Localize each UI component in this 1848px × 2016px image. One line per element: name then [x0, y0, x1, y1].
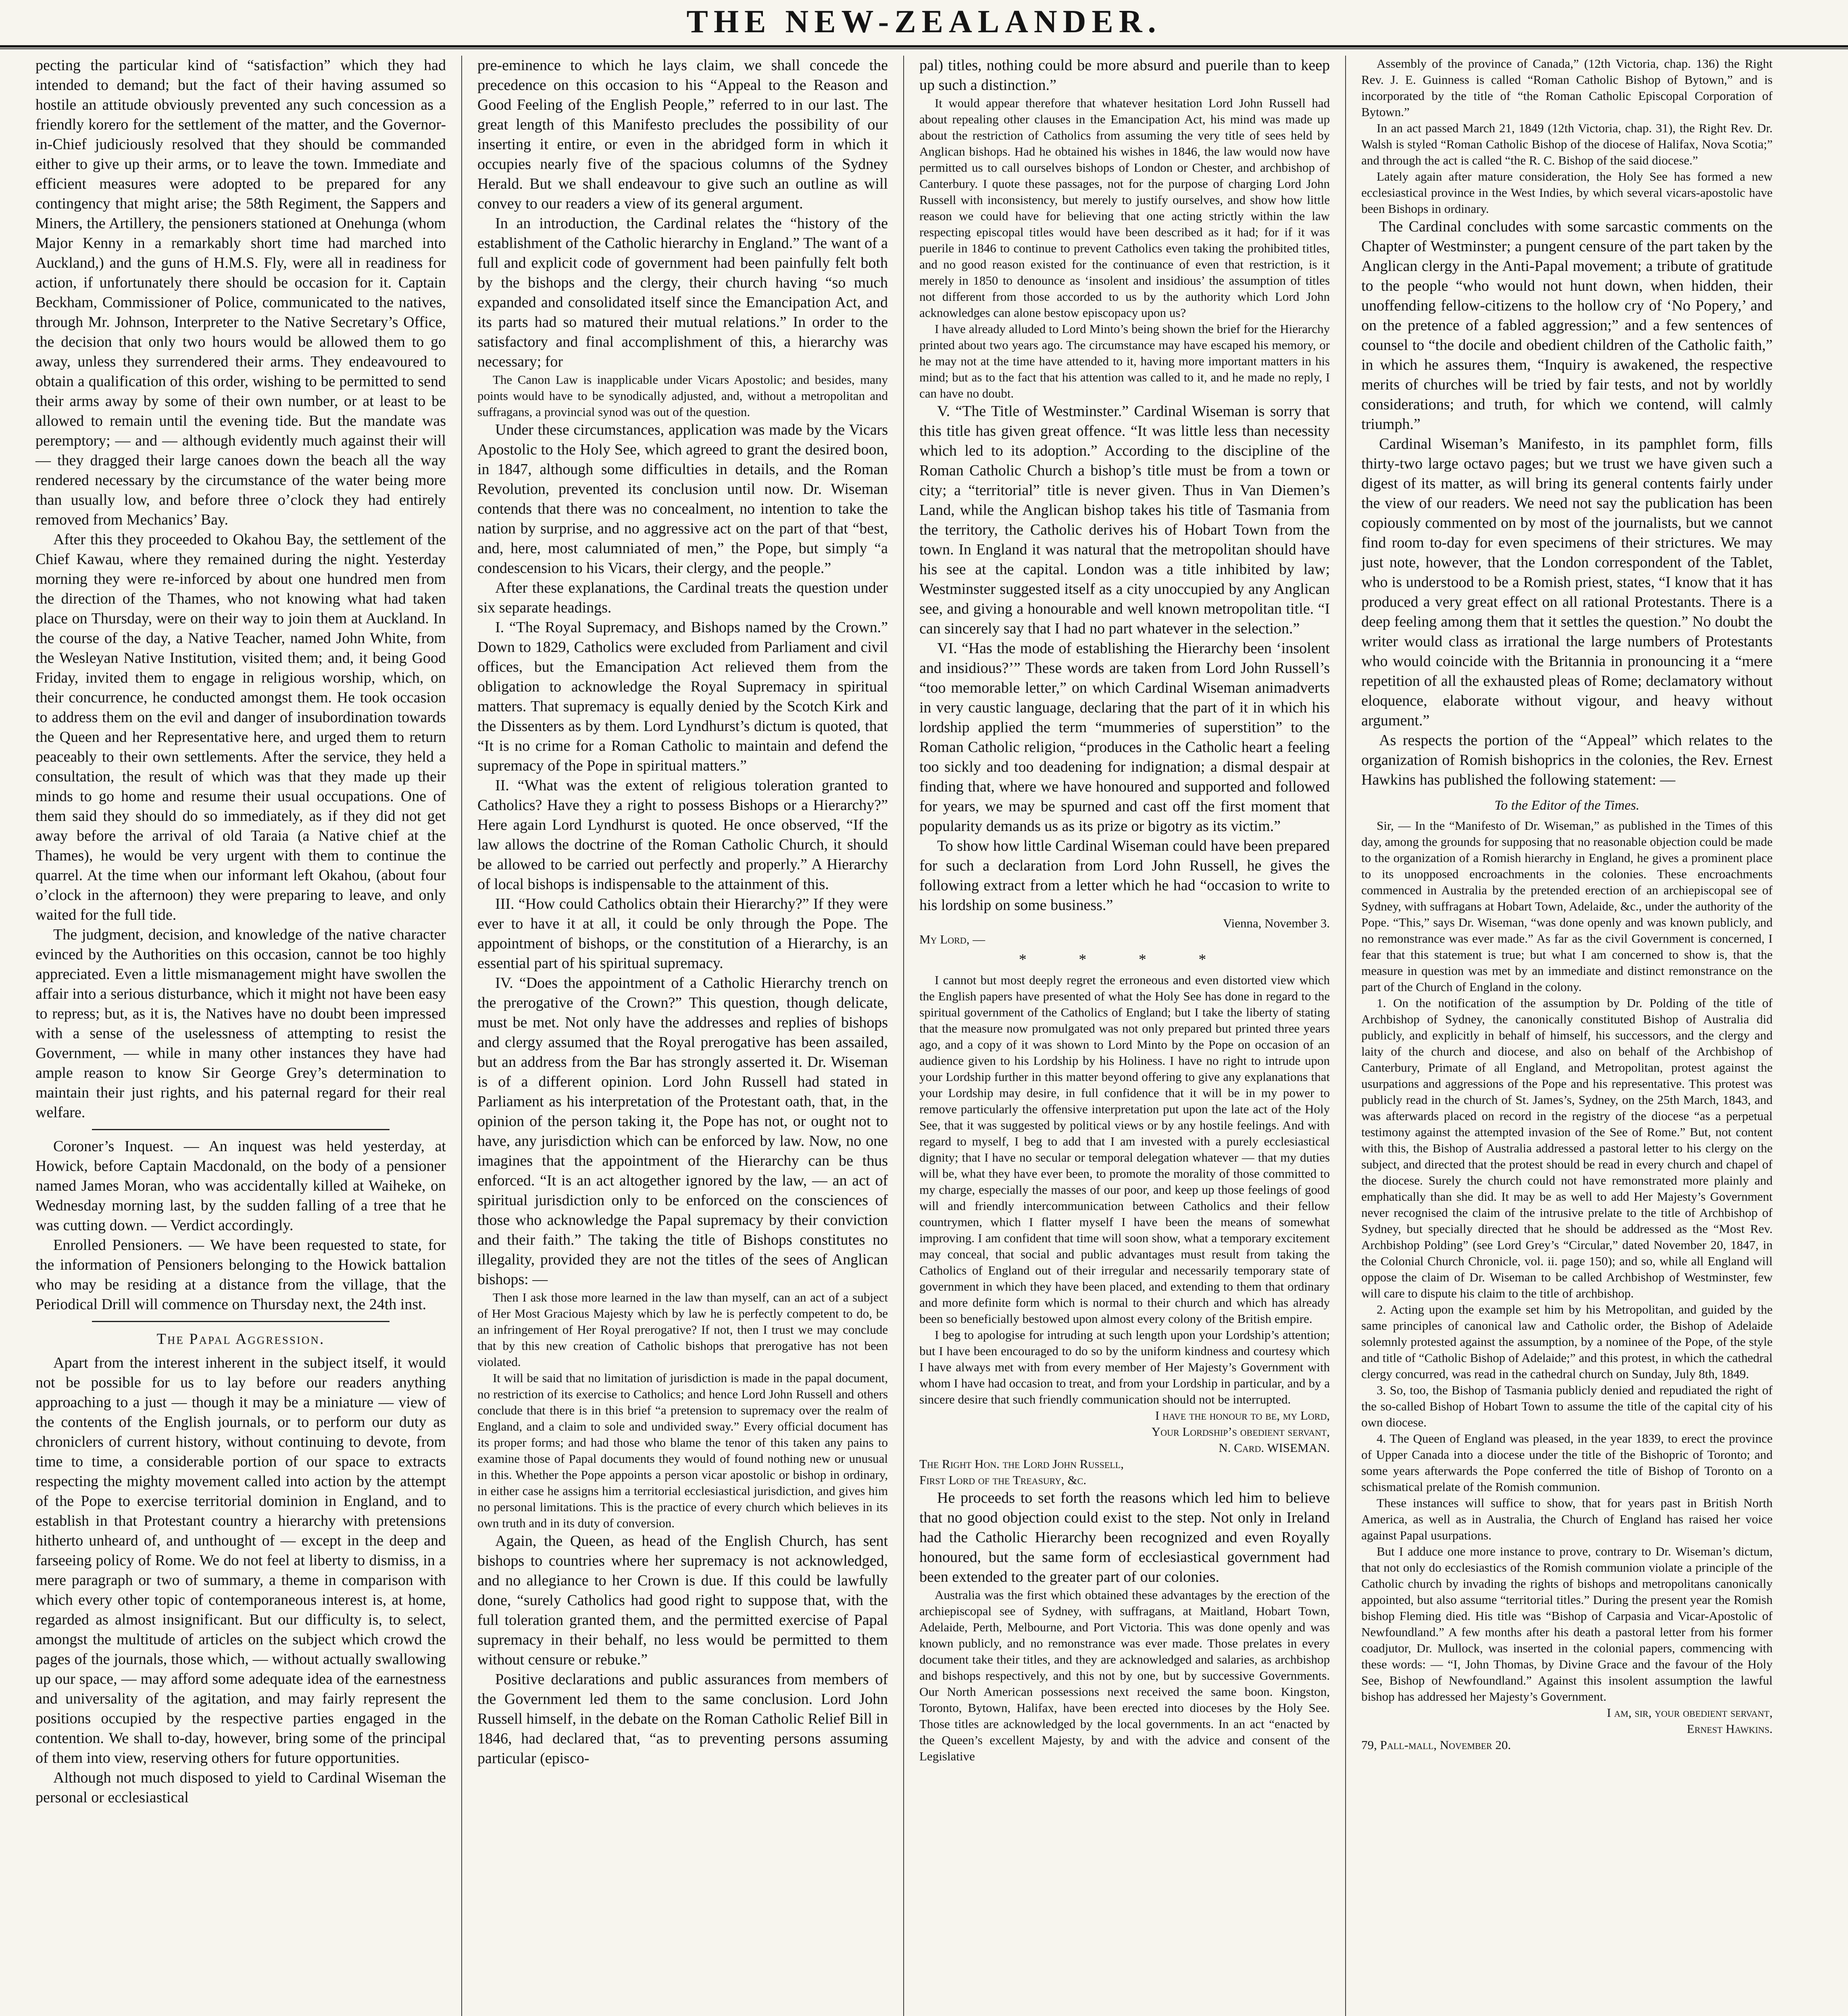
- article-paragraph: Although not much disposed to yield to Cardinal Wiseman the personal or ecclesiastical: [35, 1769, 446, 1806]
- ellipsis-stars: * * * *: [1019, 951, 1231, 968]
- column-2: [462, 56, 904, 2016]
- article-paragraph: II. “What was the extent of religious toleration granted to Catholics? Have they a right to possess Bishops or a Hierarchy?” Here again Lord Lyndhurst is quoted. He once observed, “If the law allows the doctrine of the Roman Catholic Church, it should be allowed to be carried out perfectly and properly.” A Hierarchy of local bishops is indispensable to the attainment of this.: [477, 777, 888, 893]
- article-paragraph: pre-eminence to which he lays claim, we shall concede the precedence on this occasion to his “Appeal to the Reason and Good Feeling of the English People,” referred to in our last. The great length of this Manifesto precludes the possibility of our inserting it entire, or even in the abridged form in which it occupies nearly five of the spacious columns of the Sydney Herald. But we shall endeavour to give such an outline as will convey to our readers a view of its general argument.: [477, 57, 888, 212]
- quoted-block: [1361, 818, 1773, 995]
- article-paragraph: III. “How could Catholics obtain their Hierarchy?” If they were ever to have it at all, it could be only through the Pope. The appointment of bishops, or the constitution of a Hierarchy, is an essential part of his spiritual supremacy.: [477, 896, 888, 972]
- quoted-paragraph: It would appear therefore that whatever hesitation Lord John Russell had about repealing other clauses in the Emancipation Act, his mind was made up about the restriction of Catholics from assuming the very title of sees held by Anglican bishops. Had he obtained his wishes in 1846, the law would now have permitted us to call ourselves bishops of London or Chester, and archbishop of Canterbury. I quote these passages, not for the purpose of charging Lord John Russell with inconsistency, but merely to justify ourselves, and show how little reason we could have for believing that one acting strictly within the law respecting episcopal titles would have been described as it had; for if it was puerile in 1846 to continue to prevent Catholics even taking the prohibited titles, and no good reason existed for the continuance of even that restriction, is it merely in 1850 to denounce as ‘insolent and insidious’ the assumption of titles not different from those accorded to us by the authority which Lord John acknowledges can alone bestow episcopacy upon us?: [919, 96, 1330, 320]
- signature-line: My Lord, —: [919, 932, 985, 946]
- article-paragraph: Again, the Queen, as head of the English Church, has sent bishops to countries where her supremacy is not acknowledged, and no allegiance to her Crown is due. If this could be lawfully done, “surely Catholics had good right to suppose that, with the full toleration granted them, and the permitted exercise of Papal supremacy in their behalf, no less would be permitted to them without censure or rebuke.”: [477, 1533, 888, 1668]
- signature-line: Ernest Hawkins.: [1687, 1722, 1773, 1736]
- signature-line: 79, Pall-mall, November 20.: [1361, 1738, 1511, 1752]
- signature-line: First Lord of the Treasury, &c.: [919, 1473, 1087, 1487]
- article-paragraph: pal) titles, nothing could be more absurd and puerile than to keep up such a distinction.”: [919, 57, 1330, 94]
- quoted-block: [477, 1370, 888, 1531]
- quoted-paragraph: The Canon Law is inapplicable under Vicars Apostolic; and besides, many points would have to be synodically adjusted, and, without a metropolitan and suffragans, a provincial synod was out of the question.: [477, 373, 888, 419]
- quoted-paragraph: 3. So, too, the Bishop of Tasmania publicly denied and repudiated the right of the so-called Bishop of Hobart Town to assume the title of the capital city of his own diocese.: [1361, 1383, 1773, 1429]
- quoted-block: [477, 1289, 888, 1370]
- article-paragraph: Under these circumstances, application was made by the Vicars Apostolic to the Holy See, which agreed to grant the desired boon, in 1847, although some difficulties in details, and the Roman Revolution, prevented its conclusion until now. Dr. Wiseman contends that there was no concealment, no intention to take the nation by surprise, and no aggressive act on the part of that “best, and, here, most calumniated of men,” the Pope, but simply “a condescension to his Vicars, their clergy, and the people.”: [477, 421, 888, 577]
- quoted-paragraph: I beg to apologise for intruding at such length upon your Lordship’s attention; but I have been encouraged to do so by the uniform kindness and courtesy which I have always met with from every member of Her Majesty’s Government with whom I have had occasion to treat, and from your Lordship in particular, and by a sincere desire that such friendly communication should not be interrupted.: [919, 1328, 1330, 1406]
- section-divider: [92, 1321, 390, 1322]
- quoted-block: [1361, 1302, 1773, 1382]
- signature-line: I am, sir, your obedient servant,: [1606, 1706, 1773, 1720]
- quoted-block: [919, 1587, 1330, 1764]
- section-divider: [92, 1129, 390, 1130]
- article-paragraph: IV. “Does the appointment of a Catholic Hierarchy trench on the prerogative of the Crown?” This question, though delicate, must be met. Not only have the addresses and replies of bishops and clergy assumed that the Royal prerogative has been assailed, but an address from the Bar has strongly asserted it. Dr. Wiseman is of a different opinion. Lord John Russell had stated in Parliament as his interpretation of the Protestant oath, that, in the opinion of the person taking it, the Pope has not, or ought not to have, any jurisdiction which can be enforced by law. Now, no one imagines that the appointment of the Hierarchy can be thus enforced. “It is an act altogether ignored by the law, — an act of spiritual jurisdiction only to be enforced on the consciences of those who acknowledge the Papal supremacy by their conviction and their faith.” The taking the title of Bishops constitutes no illegality, provided they are not the titles of the sees of Anglican bishops: —: [477, 975, 888, 1288]
- quoted-paragraph: Australia was the first which obtained these advantages by the erection of the archiepiscopal see of Sydney, with suffragans, at Maitland, Hobart Town, Adelaide, Perth, Melbourne, and Port Victoria. This was done openly and was known publicly, and no remonstrance was ever made. Those prelates in every document take their titles, and they are acknowledged and salaries, as archbishop and bishops respectively, and this not by one, but by successive Governments. Our North American possessions next received the same boon. Kingston, Toronto, Bytown, Halifax, have been erected into dioceses by the Holy See. Those titles are acknowledged by the local governments. In an act “enacted by the Queen’s excellent Majesty, by and with the advice and consent of the Legislative: [919, 1588, 1330, 1763]
- quoted-paragraph: Sir, — In the “Manifesto of Dr. Wiseman,” as published in the Times of this day, among the grounds for supposing that no reasonable objection could be made to the organization of a Romish hierarchy in England, he gives a prominent place to its unopposed encroachments in the colonies. These encroachments commenced in Australia by the pretended erection of an archiepiscopal see of Sydney, with suffragans at Hobart Town, Adelaide, &c., under the authority of the Pope. “This,” says Dr. Wiseman, “was done openly and was known publicly, and no remonstrance was ever made.” As far as the civil Government is concerned, I fear that this statement is true; but what I am concerned to show is, that the measure in question was met by an immediate and distinct remonstrance on the part of the Church of England in the colony.: [1361, 818, 1773, 994]
- quoted-paragraph: In an act passed March 21, 1849 (12th Victoria, chap. 31), the Right Rev. Dr. Walsh is styled “Roman Catholic Bishop of the diocese of Halifax, Nova Scotia;” and through the act is called “the R. C. Bishop of the said diocese.”: [1361, 121, 1773, 167]
- article-paragraph: pecting the particular kind of “satisfaction” which they had intended to demand; but the fact of their having assumed so hostile an attitude obviously prevented any such concession as a friendly korero for the settlement of the matter, and the Governor-in-Chief judiciously resolved that they should be commanded either to give up their arms, or to leave the town. Immediate and efficient measures were adopted to be prepared for any contingency that might arise; the 58th Regiment, the Sappers and Miners, the Artillery, the pensioners stationed at Onehunga (whom Major Kenny in a remarkably short time had marched into Auckland,) and the guns of H.M.S. Fly, were all in readiness for action, if unfortunately there should be occasion for it. Captain Beckham, Commissioner of Police, communicated to the natives, through Mr. Johnson, Interpreter to the Native Secretary’s Office, the decision that only two hours would be allowed them to go away, unless they surrendered their arms. They endeavoured to obtain a qualification of this order, wishing to be permitted to send their arms away by some of their own number, or at least to be allowed to remain until the evening tide. But the mandate was peremptory; — and — although evidently much against their will — they dragged their large canoes down the beach all the way rendered necessary by the circumstance of the water being more than usually low, and before three o’clock they had entirely removed from Mechanics’ Bay.: [35, 57, 446, 528]
- article-paragraph: Cardinal Wiseman’s Manifesto, in its pamphlet form, fills thirty-two large octavo pages; but we trust we have given such a digest of its matter, as will bring its general contents fairly under the view of our readers. We need not say the publication has been copiously commented on by most of the journalists, but we cannot find room to-day for even specimens of their strictures. We may just note, however, that the London correspondent of the Tablet, who is understood to be a Romish priest, states, “I know that it has produced a very great effect on all rational Protestants. There is a deep feeling among them that it settles the question.” No doubt the writer would class as irrational the large numbers of Protestants who would coincide with the Britannia in pronouncing it a “mere repetition of all the exhausted pleas of Rome; declamatory without eloquence, elaborate without vigour, and heavy without argument.”: [1361, 435, 1773, 729]
- quoted-block: [1361, 995, 1773, 1302]
- article-paragraph: To show how little Cardinal Wiseman could have been prepared for such a declaration from Lord John Russell, he gives the following extract from a letter which he had “occasion to write to his lordship on some business.”: [919, 837, 1330, 914]
- article-paragraph: The Cardinal concludes with some sarcastic comments on the Chapter of Westminster; a pungent censure of the part taken by the Anglican clergy in the Anti-Papal movement; a tribute of gratitude to the people “who would not hunt down, when hidden, their unoffending fellow-citizens to the hollow cry of ‘No Popery,’ and on the pretence of a fabled aggression;” and a few sentences of counsel to “the docile and obedient children of the Catholic faith,” in which he assures them, “Inquiry is awakened, the respective merits of churches will be tried by fair tests, and not by worldly considerations; and truth, for which we contend, will calmly triumph.”: [1361, 218, 1773, 433]
- quoted-block: [1361, 1543, 1773, 1705]
- quoted-paragraph: But I adduce one more instance to prove, contrary to Dr. Wiseman’s dictum, that not only do ecclesiastics of the Romish communion violate a principle of the Catholic church by invading the rights of bishops and metropolitans canonically appointed, but also assume “territorial titles.” During the present year the Romish bishop Fleming died. His title was “Bishop of Carpasia and Vicar-Apostolic of Newfoundland.” A few months after his death a pastoral letter from his former coadjutor, Dr. Mullock, was inserted in the colonial papers, commencing with these words: — “I, John Thomas, by Divine Grace and the favour of the Holy See, Bishop of Newfoundland.” Against this insolent assumption the lawful bishop has addressed her Majesty’s Government.: [1361, 1544, 1773, 1704]
- signature-line: Your Lordship’s obedient servant,: [1151, 1425, 1330, 1439]
- article-paragraph: As respects the portion of the “Appeal” which relates to the organization of Romish bishoprics in the colonies, the Rev. Ernest Hawkins has published the following statement: —: [1361, 732, 1773, 788]
- quoted-paragraph: I have already alluded to Lord Minto’s being shown the brief for the Hierarchy printed about two years ago. The circumstance may have escaped his memory, or he may not at the time have attended to it, having more important matters in his mind; but as to the fact that his attention was called to it, and he made no reply, I can have no doubt.: [919, 322, 1330, 400]
- article-paragraph: Enrolled Pensioners. — We have been requested to state, for the information of Pensioners belonging to the Howick battalion who may be residing at a distance from the village, that the Periodical Drill will commence on Thursday next, the 24th inst.: [35, 1237, 446, 1313]
- dateline: Vienna, November 3.: [1223, 916, 1330, 930]
- quoted-block: [919, 972, 1330, 1327]
- quoted-block: [477, 372, 888, 420]
- quoted-block: [919, 1327, 1330, 1408]
- masthead: [0, 0, 1848, 48]
- quoted-paragraph: 1. On the notification of the assumption by Dr. Polding of the title of Archbishop of Sydney, the canonically constituted Bishop of Australia did publicly, and explicitly in behalf of himself, his successors, and the clergy and laity of the church and diocese, and also on behalf of the Archbishop of Canterbury, Primate of all England, and Metropolitan, protest against the usurpations and aggressions of the Pope and his representative. This protest was publicly read in the church of St. James’s, Sydney, on the 25th March, 1843, and was afterwards placed on record in the registry of the diocese “as a perpetual testimony against the attempted invasion of the See of Rome.” But, not content with this, the Bishop of Australia addressed a pastoral letter to his clergy on the subject, and directed that the protest should be read in every church and chapel of the diocese. Surely the church could not have remonstrated more plainly and emphatically than she did. It may be as well to add Her Majesty’s Government never recognised the claim of the intrusive prelate to the title of Archbishop of Sydney, but specially directed that he should be addressed as the “Most Rev. Archbishop Polding” (see Lord Grey’s “Circular,” dated November 20, 1847, in the Colonial Church Chronicle, vol. ii. page 150); and so, while all England will oppose the claim of Dr. Wiseman to be called Archbishop of Westminster, few will care to dispute his claim to the title of archbishop.: [1361, 996, 1773, 1300]
- section-heading: The Papal Aggression.: [156, 1331, 325, 1347]
- article-paragraph: Coroner’s Inquest. — An inquest was held yesterday, at Howick, before Captain Macdonald, on the body of a pensioner named James Moran, who was accidentally killed at Waiheke, on Wednesday morning last, by the sudden falling of a tree that he was cutting down. — Verdict accordingly.: [35, 1138, 446, 1234]
- quoted-block: [1361, 169, 1773, 217]
- article-paragraph: In an introduction, the Cardinal relates the “history of the establishment of the Catholic hierarchy in England.” The want of a full and explicit code of government had been painfully felt both by the bishops and the clergy, their church having “so much expanded and consolidated itself since the Emancipation Act, and its parts had so matured their mutual relations.” In order to the satisfactory and final accomplishment of this, a hierarchy was necessary; for: [477, 215, 888, 370]
- masthead-rule: [0, 48, 1848, 49]
- quoted-block: [1361, 56, 1773, 120]
- quoted-paragraph: Assembly of the province of Canada,” (12th Victoria, chap. 136) the Right Rev. J. E. Guinness is called “Roman Catholic Bishop of Bytown,” and is incorporated by the title of “the Roman Catholic Episcopal Corporation of Bytown.”: [1361, 56, 1773, 119]
- column-4: [1346, 56, 1788, 2016]
- quoted-block: [1361, 1495, 1773, 1543]
- quoted-paragraph: Then I ask those more learned in the law than myself, can an act of a subject of Her Most Gracious Majesty which by law he is perfectly competent to do, be an infringement of Her Royal prerogative? If not, then I trust we may conclude that by this new creation of Catholic bishops that prerogative has not been violated.: [477, 1290, 888, 1369]
- quoted-block: [1361, 1431, 1773, 1495]
- newspaper-title: THE NEW-ZEALANDER.: [686, 4, 1162, 40]
- quoted-block: [1361, 120, 1773, 169]
- article-paragraph: V. “The Title of Westminster.” Cardinal Wiseman is sorry that this title has given great offence. “It was little less than necessity which led to its adoption.” According to the discipline of the Roman Catholic Church a bishop’s title must be from a town or city; a “territorial” title is never given. Thus in Van Diemen’s Land, while the Anglican bishop takes his title of Tasmania from the territory, the Catholic derives his of Hobart Town from the town. In England it was natural that the metropolitan should have his see at the capital. London was a title inhibited by law; Westminster suggested itself as a city unoccupied by any Anglican see, and giving a honourable and well known metropolitan title. “I can sincerely say that I had no part whatever in the selection.”: [919, 403, 1330, 637]
- article-paragraph: Positive declarations and public assurances from members of the Government led them to the same conclusion. Lord John Russell himself, in the debate on the Roman Catholic Relief Bill in 1846, had declared that, “as to preventing persons assuming particular (episco-: [477, 1671, 888, 1767]
- article-paragraph: After these explanations, the Cardinal treats the question under six separate headings.: [477, 579, 888, 616]
- quoted-block: [919, 95, 1330, 321]
- signature-line: The Right Hon. the Lord John Russell,: [919, 1457, 1124, 1471]
- article-paragraph: VI. “Has the mode of establishing the Hierarchy been ‘insolent and insidious?’” These words are taken from Lord John Russell’s “too memorable letter,” on which Cardinal Wiseman animadverts in very caustic language, declaring that the part of it in which his lordship applied the term “mummeries of superstition” to the Roman Catholic religion, “produces in the Catholic heart a feeling too sickly and too deadening for indignation; a dismal despair at finding that, where we have honoured and supported and followed for years, we may be spurned and cast off the first moment that popularity demands us as its prize or bigotry as its victim.”: [919, 640, 1330, 835]
- article-paragraph: Apart from the interest inherent in the subject itself, it would not be possible for us to lay before our readers anything approaching to a just — though it may be a miniature — view of the contents of the English journals, or to perform our duty as chroniclers of current history, without continuing to devote, from time to time, a considerable portion of our space to extracts respecting the mighty movement called into action by the attempt of the Pope to exercise territorial dominion in England, and to establish in that Protestant country a hierarchy with pretensions hitherto unheard of, and unthought of — except in the deep and farseeing policy of Rome. We do not feel at liberty to dismiss, in a mere paragraph or two of summary, a theme in comparison with which every other topic of contemporaneous interest is, at home, regarded as almost insignificant. But our difficulty is, to select, amongst the multitude of articles on the subject which crowd the pages of the journals, those which, — without actually swallowing up our space, — may afford some adequate idea of the earnestness and universality of the agitation, and may fairly represent the positions occupied by the respective parties engaged in the contention. We shall to-day, however, bring some of the principal of them into view, reserving others for future opportunities.: [35, 1354, 446, 1766]
- signature-line: I have the honour to be, my Lord,: [1155, 1408, 1330, 1422]
- quoted-paragraph: These instances will suffice to show, that for years past in British North America, as well as in Australia, the Church of England has raised her voice against Papal usurpations.: [1361, 1496, 1773, 1542]
- article-paragraph: I. “The Royal Supremacy, and Bishops named by the Crown.” Down to 1829, Catholics were excluded from Parliament and civil offices, but the Emancipation Act relieved them from the obligation to acknowledge the Royal Supremacy in spiritual matters. That supremacy is equally denied by the Scotch Kirk and the Dissenters as by them. Lord Lyndhurst’s dictum is quoted, that “It is no crime for a Roman Catholic to maintain and defend the supremacy of the Pope in spiritual matters.”: [477, 619, 888, 774]
- letter-heading: To the Editor of the Times.: [1494, 798, 1640, 813]
- signature-line: N. Card. WISEMAN.: [1219, 1441, 1330, 1455]
- article-columns: [20, 56, 1828, 2016]
- column-1: [20, 56, 462, 2016]
- column-3: [904, 56, 1346, 2016]
- quoted-paragraph: 2. Acting upon the example set him by his Metropolitan, and guided by the same principles of canonical law and Catholic order, the Bishop of Adelaide solemnly protested against the assumption, by a nominee of the Pope, of the style and title of “Catholic Bishop of Adelaide;” and this protest, in which the cathedral clergy concurred, was read in the cathedral church on Sunday, July 8th, 1849.: [1361, 1302, 1773, 1381]
- quoted-paragraph: Lately again after mature consideration, the Holy See has formed a new ecclesiastical province in the West Indies, by which several vicars-apostolic have been Bishops in ordinary.: [1361, 169, 1773, 216]
- quoted-block: [1361, 1382, 1773, 1431]
- quoted-paragraph: 4. The Queen of England was pleased, in the year 1839, to erect the province of Upper Canada into a diocese under the title of the Bishopric of Toronto; and some years afterwards the Pope conferred the title of Bishop of Toronto on a schismatical prelate of the Romish communion.: [1361, 1431, 1773, 1494]
- quoted-block: [919, 321, 1330, 402]
- article-paragraph: The judgment, decision, and knowledge of the native character evinced by the Authorities on this occasion, cannot be too highly appreciated. Even a little mismanagement might have swollen the affair into a serious disturbance, which it might not have been easy to repress; but, as it is, the Natives have no doubt been impressed with a sense of the uselessness of attempting to resist the Government, — while in many other instances they have had ample reason to know Sir George Grey’s determination to maintain their just rights, and his paternal regard for their real welfare.: [35, 926, 446, 1121]
- quoted-paragraph: I cannot but most deeply regret the erroneous and even distorted view which the English papers have presented of what the Holy See has done in regard to the spiritual government of the Catholics of England; but I take the liberty of stating that the measure now promulgated was not only prepared but printed three years ago, and a copy of it was shown to Lord Minto by the Pope on occasion of an audience given to his Lordship by his Holiness. I have no right to intrude upon your Lordship further in this matter beyond offering to give any explanations that your Lordship may desire, in full confidence that it will be in my power to remove particularly the offensive interpretation put upon the late act of the Holy See, that it was suggested by political views or by any hostile feelings. And with regard to myself, I beg to add that I am invested with a purely ecclesiastical dignity; that I have no secular or temporal delegation whatever — that my duties will be, what they have ever been, to promote the morality of those committed to my charge, especially the masses of our poor, and keep up those feelings of good will and friendly intercommunication between Catholics and their fellow countrymen, which I flatter myself I have been the means of somewhat improving. I am confident that time will soon show, what a temporary excitement may conceal, that social and public advantages must result from taking the Catholics of England out of their irregular and necessarily temporary state of government in which they have been placed, and extending to them that ordinary and more definite form which is normal to their church and which has already been so beneficially bestowed upon almost every colony of the British empire.: [919, 973, 1330, 1326]
- quoted-paragraph: It will be said that no limitation of jurisdiction is made in the papal document, no restriction of its exercise to Catholics; and hence Lord John Russell and others conclude that there is in this brief “a pretension to supremacy over the realm of England, and a claim to sole and undivided sway.” Every official document has its proper forms; and had those who blame the tenor of this taken any pains to examine those of Papal documents they would of found nothing new or unusual in this. Whether the Pope appoints a person vicar apostolic or bishop in ordinary, in either case he assigns him a territorial ecclesiastical jurisdiction, and gives him no personal limitations. This is the practice of every church which believes in its own truth and in its duty of conversion.: [477, 1371, 888, 1530]
- article-paragraph: After this they proceeded to Okahou Bay, the settlement of the Chief Kawau, where they remained during the night. Yesterday morning they were re-inforced by about one hundred men from the direction of the Thames, who not knowing what had taken place on Thursday, were on their way to join them at Auckland. In the course of the day, a Native Teacher, named John White, from the Wesleyan Native Institution, visited them; and, it being Good Friday, invited them to engage in religious worship, which, on their concurrence, he conducted amongst them. He took occasion to address them on the evil and danger of insubordination towards the Queen and her Representative here, and urged them to return peaceably to their own settlements. After the service, they held a consultation, the result of which was that they made up their minds to go home and resume their usual occupations. One of them said they should do so immediately, as if they did not get away before the arrival of old Taraia (a Native chief at the Thames), he would be very urgent with them to continue the quarrel. At the time when our informant left Okahou, (about four o’clock in the afternoon) they were preparing to leave, and only waited for the full tide.: [35, 531, 446, 923]
- article-paragraph: He proceeds to set forth the reasons which led him to believe that no good objection could exist to the step. Not only in Ireland had the Catholic Hierarchy been recognized and even Royally honoured, but the same form of ecclesiastical government had been extended to the greater part of our colonies.: [919, 1489, 1330, 1585]
